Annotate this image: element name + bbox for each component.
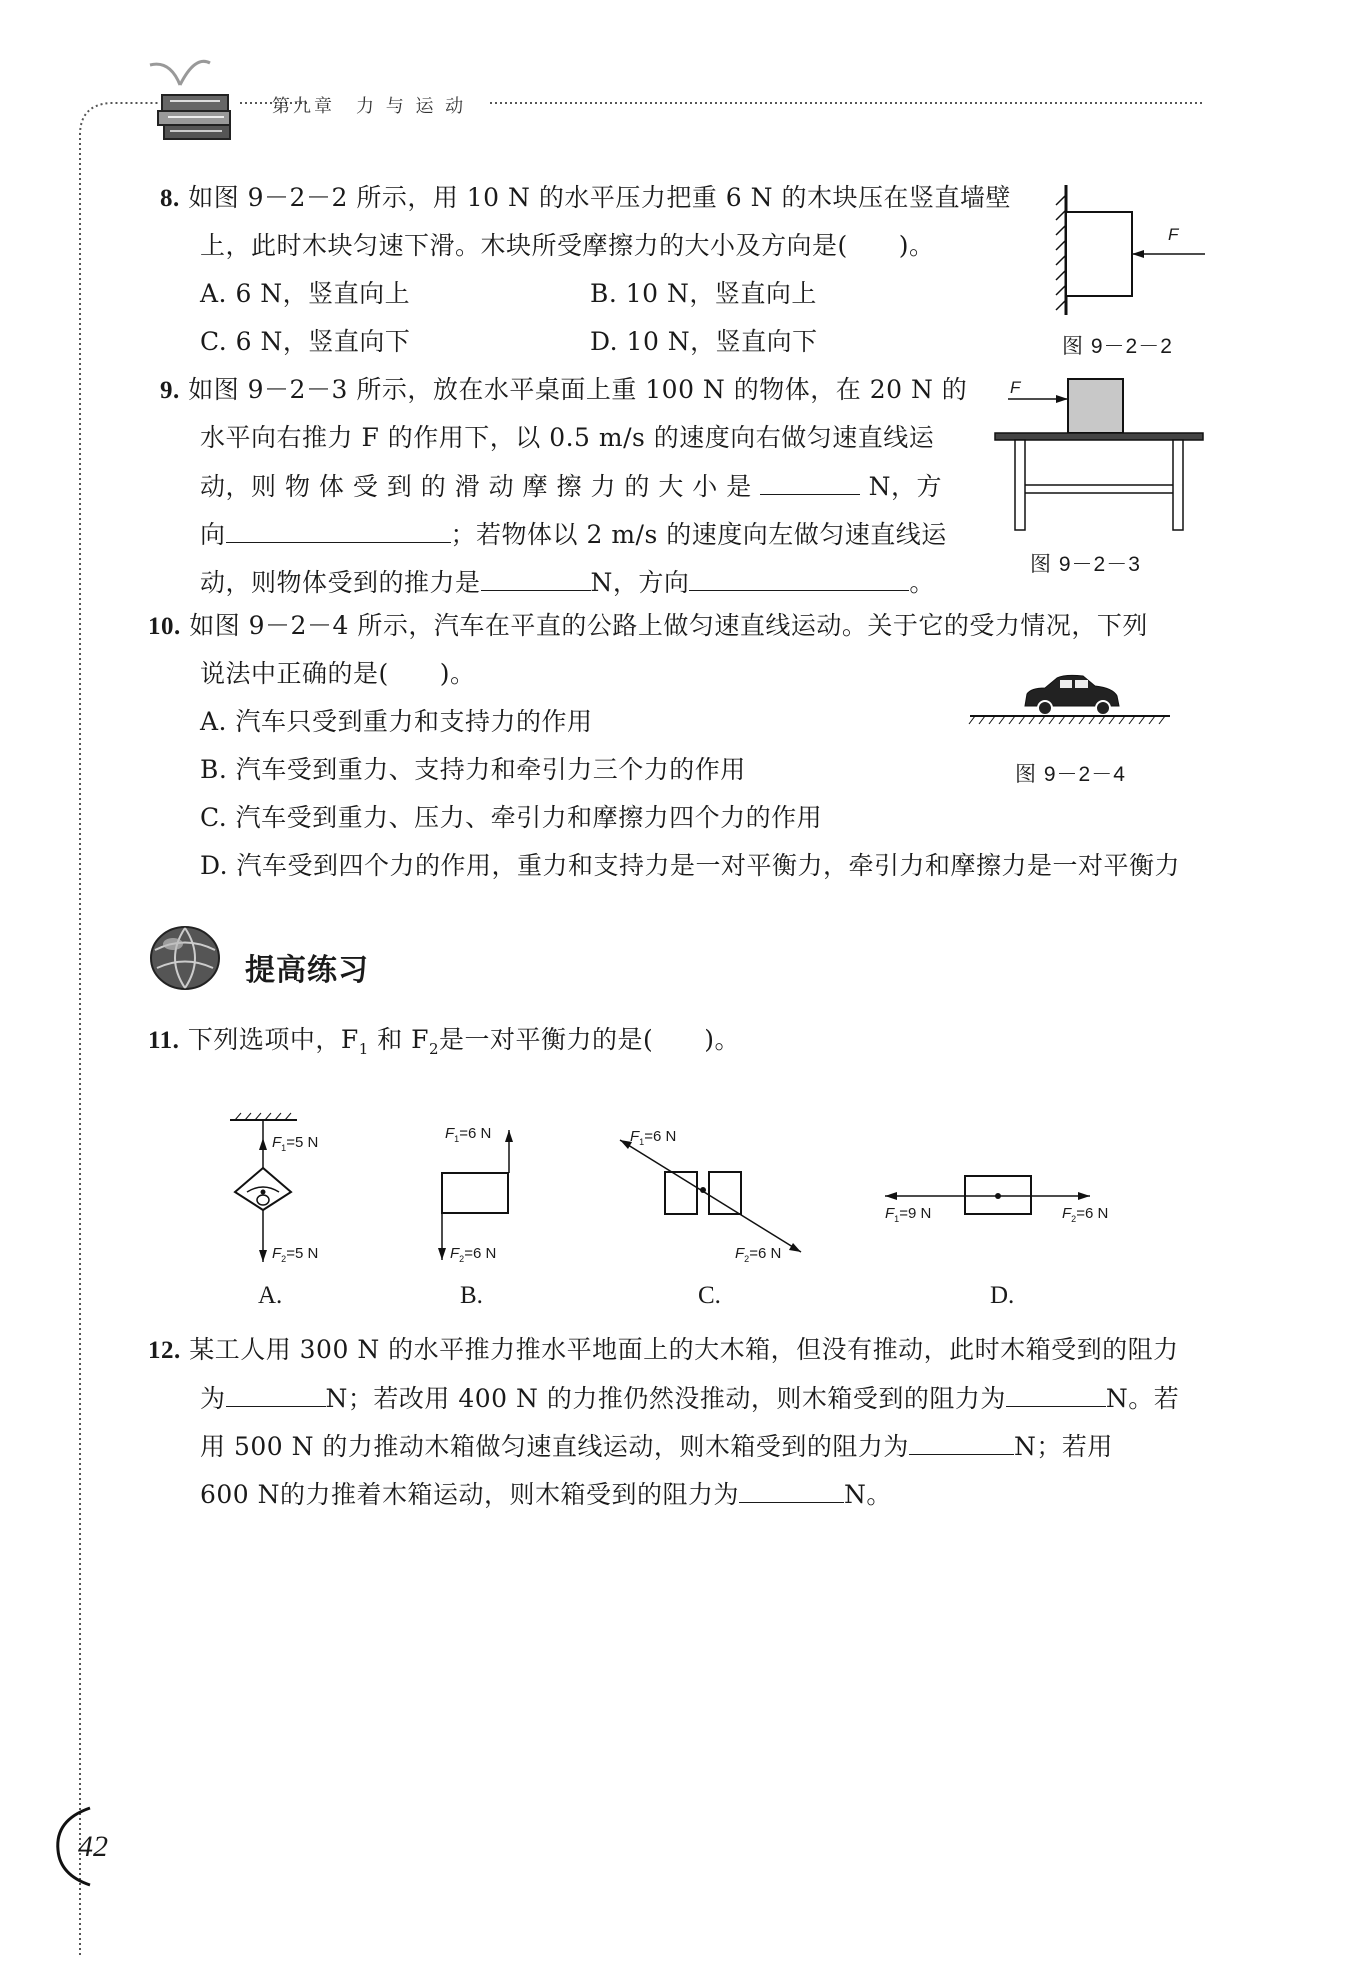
option-b-label: B.	[460, 1282, 483, 1309]
globe-icon	[145, 920, 225, 995]
question-text: 如图 9－2－3 所示，放在水平桌面上重 100 N 的物体，在 20 N 的	[188, 375, 968, 404]
answer-blank[interactable]	[689, 564, 909, 591]
figure-c-two-blocks	[615, 1130, 815, 1265]
option-d-label: D.	[990, 1282, 1015, 1309]
question-text: 如图 9－2－2 所示，用 10 N 的水平压力把重 6 N 的木块压在竖直墙壁	[188, 183, 1011, 212]
section-title: 提高练习	[245, 953, 369, 988]
question-text: 动，则物体受到的推力是	[200, 568, 481, 597]
force-label-f2: $F_2=6$ N	[1062, 1205, 1109, 1224]
answer-blank[interactable]	[481, 564, 591, 591]
chapter-title: 第九章 力 与 运 动	[272, 96, 467, 117]
question-text: 某工人用 300 N 的水平推力推水平地面上的大木箱，但没有推动，此时木箱受到的阻力	[189, 1335, 1179, 1364]
question-text: 用 500 N 的力推动木箱做匀速直线运动，则木箱受到的阻力为	[200, 1432, 909, 1461]
question-text: 为	[200, 1384, 226, 1413]
question-text: 说法中正确的是( )。	[200, 659, 476, 688]
option-c-label: C.	[698, 1282, 721, 1309]
answer-blank[interactable]	[226, 1380, 326, 1407]
option-c: C. 6 N，竖直向下	[200, 327, 411, 356]
question-text: 上，此时木块匀速下滑。木块所受摩擦力的大小及方向是( )。	[200, 231, 935, 260]
figure-9-2-4	[965, 670, 1175, 730]
option-c: C. 汽车受到重力、压力、牵引力和摩擦力四个力的作用	[200, 803, 823, 832]
force-label: F	[1168, 225, 1179, 244]
force-label-f2: $F_2=6$ N	[735, 1245, 782, 1264]
figure-caption: 图 9－2－2	[1062, 335, 1173, 358]
option-d: D. 10 N，竖直向下	[590, 327, 818, 356]
question-text: N；若用	[1013, 1432, 1113, 1461]
option-a: A. 汽车只受到重力和支持力的作用	[200, 707, 593, 736]
option-b: B. 汽车受到重力、支持力和牵引力三个力的作用	[200, 755, 746, 784]
question-text: 向	[200, 520, 226, 549]
question-text: 是一对平衡力的是( )。	[439, 1025, 741, 1054]
question-text: 。	[909, 568, 935, 597]
page-number: 42	[78, 1830, 108, 1863]
force-label-f1: $F_1=9$ N	[885, 1205, 932, 1224]
figure-caption: 图 9－2－3	[1030, 553, 1141, 576]
answer-blank[interactable]	[760, 468, 860, 495]
question-text: 和 F	[377, 1025, 429, 1054]
answer-blank[interactable]	[739, 1476, 844, 1503]
question-number: 10.	[148, 613, 181, 640]
question-text: N；若改用 400 N 的力推仍然没推动，则木箱受到的阻力为	[325, 1384, 1006, 1413]
question-text: 600 N的力推着木箱运动，则木箱受到的阻力为	[200, 1480, 740, 1509]
question-text: 下列选项中，F	[187, 1025, 359, 1054]
force-label-f1: $F_1=5$ N	[272, 1134, 319, 1153]
figure-caption: 图 9－2－4	[1015, 763, 1126, 786]
question-text: 如图 9－2－4 所示，汽车在平直的公路上做匀速直线运动。关于它的受力情况，下列	[189, 611, 1148, 640]
force-label-f2: $F_2=5$ N	[272, 1245, 319, 1264]
option-a-label: A.	[258, 1282, 283, 1309]
question-number: 12.	[148, 1337, 181, 1364]
question-number: 9.	[160, 377, 180, 404]
question-text: N，方	[868, 472, 943, 501]
question-text: 水平向右推力 F 的作用下，以 0.5 m/s 的速度向右做匀速直线运	[200, 423, 935, 452]
question-text: N，方向	[590, 568, 690, 597]
figure-b-block	[432, 1125, 522, 1265]
question-text: N。	[844, 1480, 892, 1509]
force-label: F	[1010, 378, 1021, 397]
option-d: D. 汽车受到四个力的作用，重力和支持力是一对平衡力，牵引力和摩擦力是一对平衡力	[200, 851, 1181, 880]
question-text: ；若物体以 2 m/s 的速度向左做匀速直线运	[450, 520, 947, 549]
force-label-f1: $F_1=6$ N	[630, 1128, 677, 1147]
figure-9-2-2	[1050, 180, 1220, 320]
option-b: B. 10 N，竖直向上	[590, 279, 817, 308]
answer-blank[interactable]	[909, 1428, 1014, 1455]
force-label-f2: $F_2=6$ N	[450, 1245, 497, 1264]
question-text: 动，则 物 体 受 到 的 滑 动 摩 擦 力 的 大 小 是	[200, 472, 752, 501]
figure-9-2-3	[990, 375, 1210, 535]
question-text: N。若	[1105, 1384, 1180, 1413]
force-label-f1: $F_1=6$ N	[445, 1125, 492, 1144]
question-number: 11.	[148, 1027, 180, 1054]
question-number: 8.	[160, 185, 180, 212]
answer-blank[interactable]	[226, 516, 451, 543]
option-a: A. 6 N，竖直向上	[200, 279, 411, 308]
answer-blank[interactable]	[1006, 1380, 1106, 1407]
